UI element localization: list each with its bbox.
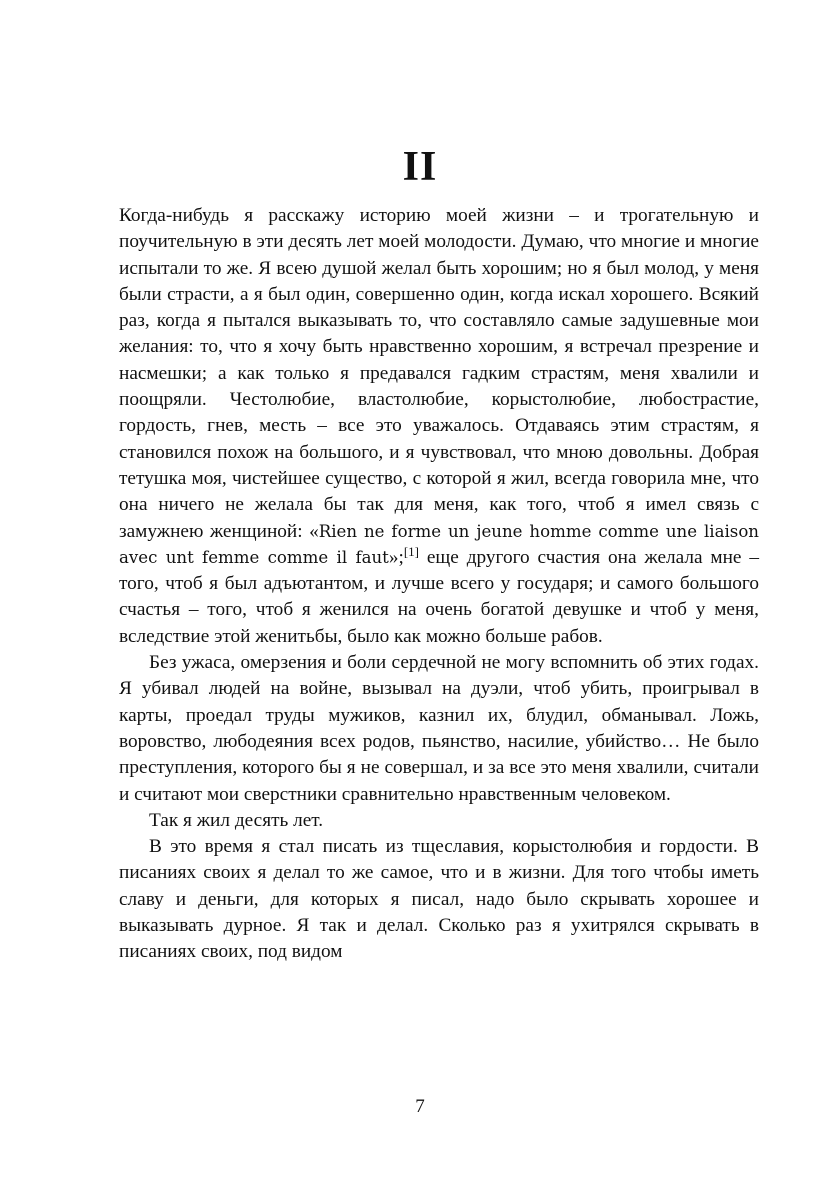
paragraph-1 (119, 203, 759, 650)
chapter-title: II (402, 144, 438, 191)
paragraph-4: В это время я стал писать из тщеславия, корыстолюбия и гордости. В писаниях своих я делал то же самое, что и в жизни. Для того чтобы иметь славу и деньги, для которых я писал, надо было скрывать хорошее и выказывать дурное. Я так и делал. Сколько раз я ухитрялся скрывать в писаниях своих, под видом (119, 836, 759, 963)
page-number: 7 (415, 1096, 425, 1117)
quote-close: »; (388, 546, 404, 568)
body-text (119, 203, 759, 966)
french-quote: Rien ne forme un jeune homme comme une liaison avec unt femme comme il faut (119, 521, 759, 567)
paragraph-1-text: Когда-нибудь я расскажу историю моей жизни – и трогательную и поучительную в эти десять лет моей молодости. Думаю, что многие и многие испытали то же. Я всею душой желал быть хорошим; но я был молод, у меня были страсти, а я был один, совершенно один, когда искал хорошего. Всякий раз, когда я пытался выказывать то, что составляло самые задушевные мои желания: то, что я хочу быть нравственно хорошим, я встречал презрение и насмешки; а как только я предавался гадким страстям, меня хвалили и поощряли. Честолюбие, властолюбие, корыстолюбие, любострастие, гордость, гнев, месть – все это уважалось. Отдаваясь этим страстям, я становился похож на большого, и я чувствовал, что мною довольны. Добрая тетушка моя, чистейшее существо, с которой я жил, всегда говорила мне, что она ничего не желала бы так для меня, как того, чтоб я имел связь с замужнею женщиной: « (119, 205, 759, 542)
paragraph-3: Так я жил десять лет. (149, 809, 324, 831)
paragraph-2: Без ужаса, омерзения и боли сердечной не могу вспомнить об этих годах. Я убивал людей на войне, вызывал на дуэли, чтоб убить, проигрывал в карты, проедал труды мужиков, казнил их, блудил, обманывал. Ложь, воровство, любодеяния всех родов, пьянство, насилие, убийство… Не было преступления, которого бы я не совершал, и за все это меня хвалили, считали и считают мои сверстники сравнительно нравственным человеком. (119, 652, 759, 805)
paragraph-1-continuation: еще другого счастия она желала мне – того, чтоб я был адъютантом, и лучше всего у государя; и самого большого счастья – того, чтоб я женился на очень богатой девушке и чтоб у меня, вследствие этой женитьбы, было как можно больше рабов. (119, 546, 759, 647)
footnote-link[interactable]: [1] (403, 543, 420, 559)
